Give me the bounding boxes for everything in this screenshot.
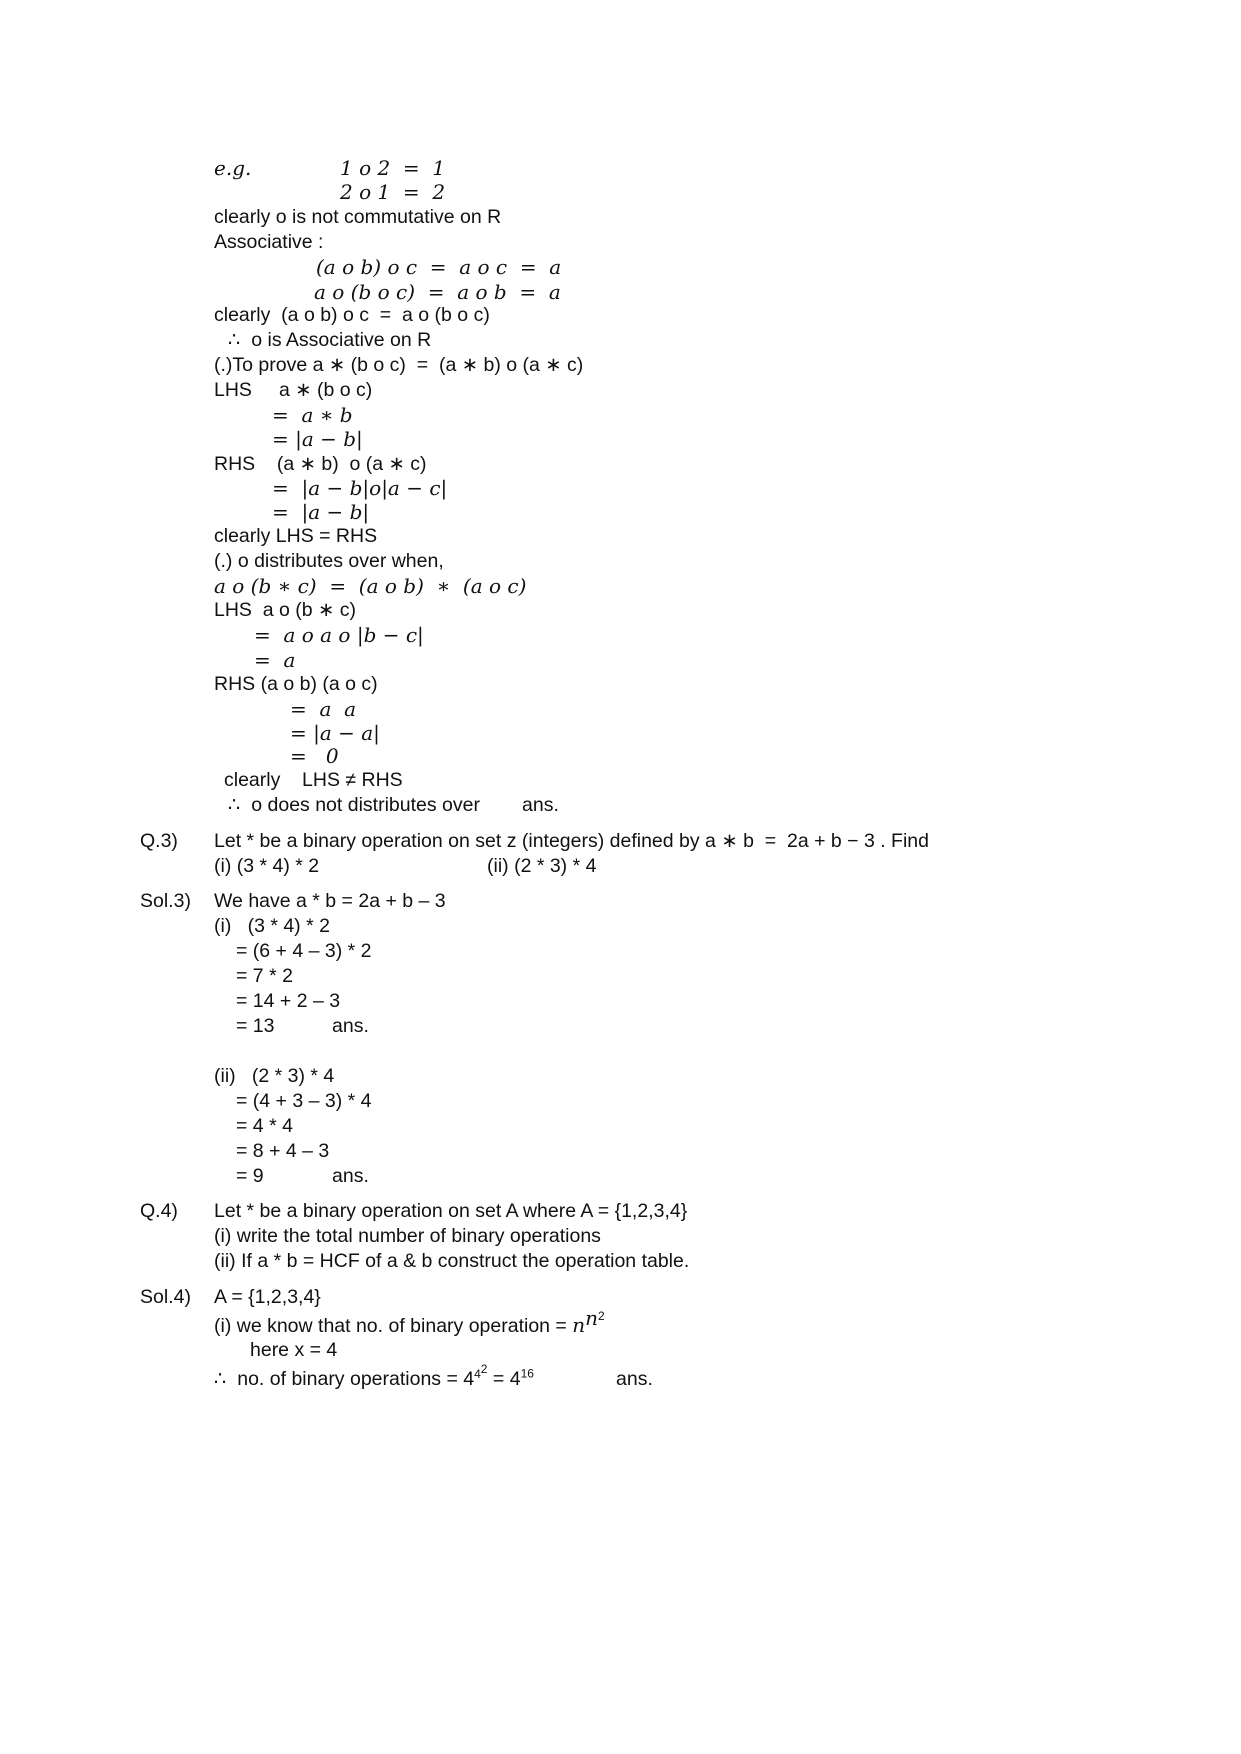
- text-line: here x = 4: [250, 1339, 338, 1361]
- text-line: [214, 1361, 534, 1391]
- text-line: = (4 + 3 – 3) * 4: [236, 1090, 372, 1112]
- equation-line: = |a − b|: [272, 427, 363, 451]
- equation-line: = |a − b|o|a − c|: [272, 476, 448, 500]
- math-exponent: n: [585, 1305, 599, 1330]
- equation-line: = a o a o |b − c|: [254, 623, 424, 647]
- text-line: ∴ o does not distributes over: [228, 794, 480, 816]
- text-line: ∴ o is Associative on R: [228, 329, 432, 351]
- answer-label: ans.: [522, 794, 559, 816]
- question-label: Q.4): [140, 1200, 178, 1222]
- text-line: [214, 1305, 605, 1338]
- answer-label: ans.: [332, 1165, 369, 1187]
- text-line: (i) (3 * 4) * 2: [214, 915, 330, 937]
- text-line: (.)To prove a ∗ (b o c) = (a ∗ b) o (a ∗ c): [214, 354, 584, 376]
- text-line: A = {1,2,3,4}: [214, 1286, 321, 1308]
- text-line: LHS a o (b ∗ c): [214, 599, 357, 621]
- question-label: Q.3): [140, 830, 178, 852]
- equation-line: 2 o 1 = 2: [340, 180, 446, 204]
- text-line: = 7 * 2: [236, 965, 293, 987]
- text-line: RHS (a ∗ b) o (a ∗ c): [214, 453, 427, 475]
- text-line: (ii) (2 * 3) * 4: [487, 855, 597, 877]
- text-line: (ii) If a * b = HCF of a & b construct the operation table.: [214, 1250, 690, 1272]
- math-exponent: 2: [598, 1308, 605, 1323]
- answer-label: ans.: [616, 1368, 653, 1390]
- text-line: (ii) (2 * 3) * 4: [214, 1065, 335, 1087]
- text-line: = 8 + 4 – 3: [236, 1140, 330, 1162]
- text-line: = (6 + 4 – 3) * 2: [236, 940, 372, 962]
- text-line: clearly (a o b) o c = a o (b o c): [214, 304, 490, 326]
- text-line: = 13: [236, 1015, 275, 1037]
- text-line: = 9: [236, 1165, 264, 1187]
- text-line: RHS (a o b) (a o c): [214, 673, 378, 695]
- equation-line: = a: [254, 648, 296, 672]
- example-label: e.g.: [214, 156, 252, 180]
- text-line: LHS a ∗ (b o c): [214, 379, 373, 401]
- text-line: We have a * b = 2a + b – 3: [214, 890, 446, 912]
- math-exponent: 16: [520, 1366, 534, 1381]
- text-line: clearly o is not commutative on R: [214, 206, 502, 228]
- text-line: clearly LHS ≠ RHS: [224, 769, 403, 791]
- text-line: Let * be a binary operation on set z (integers) defined by a ∗ b = 2a + b − 3 . Find: [214, 830, 929, 852]
- text-line: = 14 + 2 – 3: [236, 990, 341, 1012]
- text-span: (i) we know that no. of binary operation =: [214, 1315, 573, 1337]
- text-span: = 4: [487, 1368, 521, 1390]
- solution-label: Sol.3): [140, 890, 191, 912]
- equation-line: = |a − b|: [272, 500, 370, 524]
- equation-line: = |a − a|: [290, 721, 380, 745]
- text-line: Associative :: [214, 231, 324, 253]
- text-line: = 4 * 4: [236, 1115, 293, 1137]
- equation-line: a o (b o c) = a o b = a: [314, 280, 561, 304]
- equation-line: (a o b) o c = a o c = a: [316, 255, 562, 279]
- text-line: (.) o distributes over when,: [214, 550, 444, 572]
- solution-label: Sol.4): [140, 1286, 191, 1308]
- text-line: (i) (3 * 4) * 2: [214, 855, 320, 877]
- answer-label: ans.: [332, 1015, 369, 1037]
- math-exponent: 2: [480, 1361, 488, 1376]
- equation-line: a o (b ∗ c) = (a o b) ∗ (a o c): [214, 574, 527, 598]
- equation-line: = a a: [290, 697, 357, 721]
- equation-line: 1 o 2 = 1: [340, 156, 446, 180]
- math-exponent: 4: [474, 1366, 481, 1381]
- equation-line: = 0: [290, 744, 339, 768]
- text-line: (i) write the total number of binary operations: [214, 1225, 601, 1247]
- text-line: Let * be a binary operation on set A where A = {1,2,3,4}: [214, 1200, 688, 1222]
- text-span: ∴ no. of binary operations = 4: [214, 1368, 475, 1390]
- text-line: clearly LHS = RHS: [214, 525, 378, 547]
- math-symbol: n: [572, 1313, 586, 1337]
- equation-line: = a ∗ b: [272, 403, 353, 427]
